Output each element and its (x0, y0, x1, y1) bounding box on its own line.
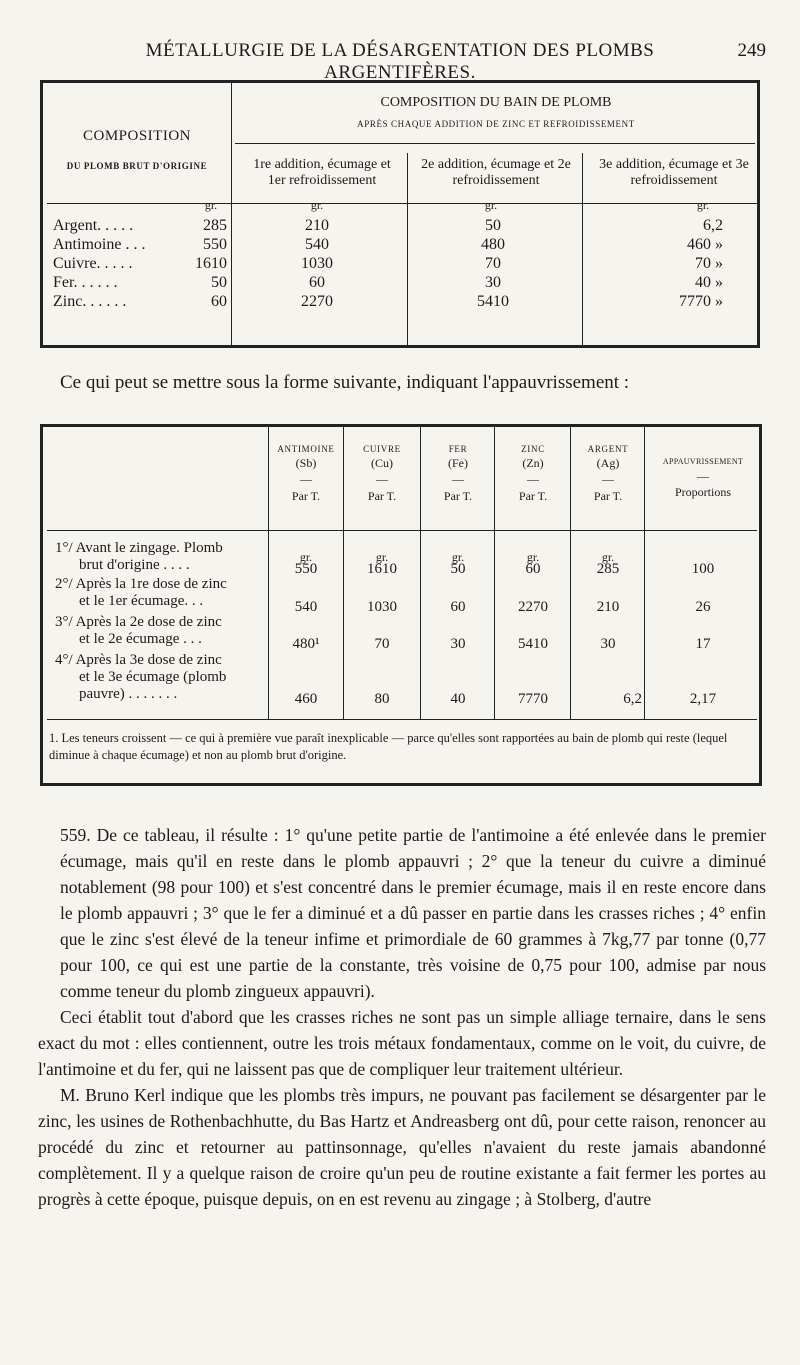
table-cell: 30 (485, 274, 501, 291)
par-tonne: Par T. (518, 488, 548, 503)
table-cell: 60 (450, 599, 466, 615)
table-divider (343, 427, 344, 719)
element-symbol: (Zn) (522, 456, 544, 471)
unit-label: gr. (310, 198, 324, 212)
table-cell: 550 (294, 561, 318, 577)
unit-label: gr. (484, 198, 498, 212)
table-cell: 480 (481, 236, 505, 253)
table-cell: 540 (305, 236, 329, 253)
addition2-column (453, 216, 533, 311)
table-cell: 1030 (301, 255, 333, 272)
table-cell: 50 (485, 217, 501, 234)
unit-label: gr. (601, 550, 615, 564)
table-cell: 550 (203, 236, 227, 253)
column-header-3: 3e addition, écumage et 3e refroidissement (599, 157, 749, 189)
table-cell: 480¹ (292, 636, 320, 652)
column-header-1: 1re addition, écumage et 1er refroidissement (253, 157, 391, 189)
element-name: ANTIMOINE (277, 444, 335, 454)
table-cell: 7770 » (679, 293, 723, 310)
table-cell: Argent. . . . . (53, 217, 134, 234)
unit-label: gr. (696, 198, 710, 212)
header-dash: — (697, 468, 709, 483)
row-label-line: 1°/ Avant le zingage. Plomb (55, 540, 223, 556)
table-divider (420, 427, 421, 719)
table-rule (47, 530, 757, 531)
unit-label: gr. (375, 550, 389, 564)
running-header (0, 40, 800, 83)
element-symbol: (Cu) (371, 456, 393, 471)
table-cell: 2270 (518, 599, 548, 615)
table-cell: 1610 (367, 561, 397, 577)
par-tonne: Par T. (367, 488, 397, 503)
element-symbol: (Sb) (295, 456, 317, 471)
par-tonne: Par T. (443, 488, 473, 503)
table-cell: 6,2 (623, 691, 642, 707)
header-dash: — (452, 472, 464, 487)
paragraph: M. Bruno Kerl indique que les plombs très impurs, ne pouvant pas facilement se désargenter par le zinc, les usines de Rothenbachhutte, du Bas Hartz et Andreasberg ont dû, pour cette raison, renoncer au procédé du zinc et retourner au pattinsonnage, qu'elles n'avaient du reste jamais abandonné complètement. Il y a quelque raison de croire qu'un peu de routine existante a fait fermer les portes au progrès à cette époque, puisque depuis, on en est revenu au zingage ; à Stolberg, d'autre (38, 1085, 766, 1209)
row-label-line: et le 1er écumage. . . (79, 593, 204, 609)
element-name: ARGENT (587, 444, 629, 454)
column-header-2: 2e addition, écumage et 2e refroidissement (421, 157, 571, 189)
table-cell: 7770 (518, 691, 548, 707)
bath-title: COMPOSITION DU BAIN DE PLOMB (380, 95, 612, 110)
table-cell: 40 (450, 691, 466, 707)
row-label (55, 540, 305, 574)
table-cell: 60 (211, 293, 227, 310)
table-cell: Antimoine . . . (53, 236, 146, 253)
par-tonne: Par T. (291, 488, 321, 503)
row-label-line: et le 2e écumage . . . (79, 631, 202, 647)
table-cell: 2270 (301, 293, 333, 310)
table-cell: 5410 (518, 636, 548, 652)
row-label (55, 576, 305, 610)
unit-label: gr. (451, 550, 465, 564)
metal-names-column (53, 216, 183, 311)
intro-sentence: Ce qui peut se mettre sous la forme suivante, indiquant l'appauvrissement : (60, 372, 630, 393)
table-cell: Fer. . . . . . (53, 274, 118, 291)
bath-subtitle: APRÈS CHAQUE ADDITION DE ZINC ET REFROIDISSEMENT (357, 119, 635, 129)
table-cell: 540 (294, 599, 318, 615)
table-cell: 285 (203, 217, 227, 234)
table-cell: 30 (600, 636, 616, 652)
table-cell: 70 (485, 255, 501, 272)
column-name: APPAUVRISSEMENT (662, 457, 744, 466)
table-cell: 60 (525, 561, 541, 577)
table-cell: 2,17 (689, 691, 717, 707)
table-cell: 5410 (477, 293, 509, 310)
header-antimoine (272, 443, 340, 504)
header-appauvrissement (647, 457, 759, 500)
unit-label: gr. (526, 550, 540, 564)
table-cell: 17 (695, 636, 711, 652)
impoverishment-table (40, 424, 762, 786)
row-label (55, 652, 305, 703)
table-divider (231, 83, 232, 345)
header-dash: — (527, 472, 539, 487)
row-label-line: pauvre) . . . . . . . (79, 686, 178, 702)
table-rule (47, 203, 757, 204)
row-label-line: brut d'origine . . . . (79, 557, 190, 573)
header-zinc (498, 443, 568, 504)
table-cell: 50 (211, 274, 227, 291)
element-name: FER (448, 444, 468, 454)
table-cell: 460 (294, 691, 318, 707)
proportions-label: Proportions (674, 484, 731, 499)
row-label-line: 4°/ Après la 3e dose de zinc (55, 652, 222, 668)
table-cell: 100 (691, 561, 715, 577)
addition1-column (277, 216, 357, 311)
row-label-line: 3°/ Après la 2e dose de zinc (55, 614, 222, 630)
body-text (38, 822, 766, 1212)
table-cell: 70 » (695, 255, 723, 272)
unit-label: gr. (299, 550, 313, 564)
header-dash: — (602, 472, 614, 487)
row-label-line: 2°/ Après la 1re dose de zinc (55, 576, 227, 592)
table-cell: Cuivre. . . . . (53, 255, 133, 272)
table-divider (407, 153, 408, 345)
page-header-title: MÉTALLURGIE DE LA DÉSARGENTATION DES PLOMBS ARGENTIFÈRES. (145, 40, 655, 83)
table-rule (235, 143, 755, 144)
table-cell: 70 (374, 636, 390, 652)
element-symbol: (Fe) (448, 456, 468, 471)
table-cell: 6,2 (703, 217, 723, 234)
table-cell: Zinc. . . . . . (53, 293, 127, 310)
table-footnote: 1. Les teneurs croissent — ce qui à première vue paraît inexplicable — parce qu'elles sont rapportées au bain de plomb qui reste (lequel diminue à chaque écumage) et non au plomb brut d'origine. (49, 731, 728, 762)
table-cell: 60 (309, 274, 325, 291)
table-divider (644, 427, 645, 719)
header-argent (574, 443, 642, 504)
table-cell: 1030 (367, 599, 397, 615)
table-divider (582, 153, 583, 345)
table-cell: 460 » (687, 236, 723, 253)
table-cell: 30 (450, 636, 466, 652)
table-divider (570, 427, 571, 719)
composition-table (40, 80, 760, 348)
left-title: COMPOSITION (82, 128, 191, 144)
table-cell: 1610 (195, 255, 227, 272)
table-cell: 285 (596, 561, 620, 577)
par-tonne: Par T. (593, 488, 623, 503)
paragraph: Ceci établit tout d'abord que les crasses riches ne sont pas un simple alliage ternaire, dans le sens exact du mot : elles contiennent, outre les trois métaux fondamentaux, comme on le voit, du cuivre, de l'antimoine et du fer, qui ne laissent pas que de compliquer leur traitement ultérieur. (38, 1007, 766, 1079)
table-cell: 40 » (695, 274, 723, 291)
unit-label: gr. (204, 198, 218, 212)
paragraph-559: 559. De ce tableau, il résulte : 1° qu'une petite partie de l'antimoine a été enlevée dans le premier écumage, mais qu'il en reste dans le plomb appauvri ; 2° que la teneur du cuivre a diminué notablement (98 pour 100) et s'est concentré dans le premier écumage, mais il en reste encore dans le plomb appauvri ; 3° que le fer a diminué et a dû passer en partie dans les crasses riches ; 4° enfin que le zinc s'est élevé de la teneur infime et primordiale de 60 grammes à 7kg,77 par tonne (0,77 pour 100, ce qui est une partie de la constante, très voisine de 0,75 pour 100, admise par nous comme teneur du plomb zingueux appauvri). (60, 825, 766, 1001)
element-name: ZINC (521, 444, 545, 454)
table-cell: 50 (450, 561, 466, 577)
table-cell: 26 (695, 599, 711, 615)
row-label-line: et le 3e écumage (plomb (79, 669, 227, 685)
table-cell: 210 (596, 599, 620, 615)
header-dash: — (376, 472, 388, 487)
element-name: CUIVRE (363, 444, 401, 454)
header-cuivre (347, 443, 417, 504)
table-divider (494, 427, 495, 719)
origin-column (171, 216, 227, 311)
left-subtitle: DU PLOMB BRUT D'ORIGINE (66, 161, 208, 171)
addition3-column (643, 216, 723, 311)
header-dash: — (300, 472, 312, 487)
row-label (55, 614, 305, 648)
table-cell: 210 (305, 217, 329, 234)
table-rule (47, 719, 757, 720)
header-fer (424, 443, 492, 504)
page-number: 249 (737, 40, 766, 61)
element-symbol: (Ag) (596, 456, 620, 471)
table-cell: 80 (374, 691, 390, 707)
